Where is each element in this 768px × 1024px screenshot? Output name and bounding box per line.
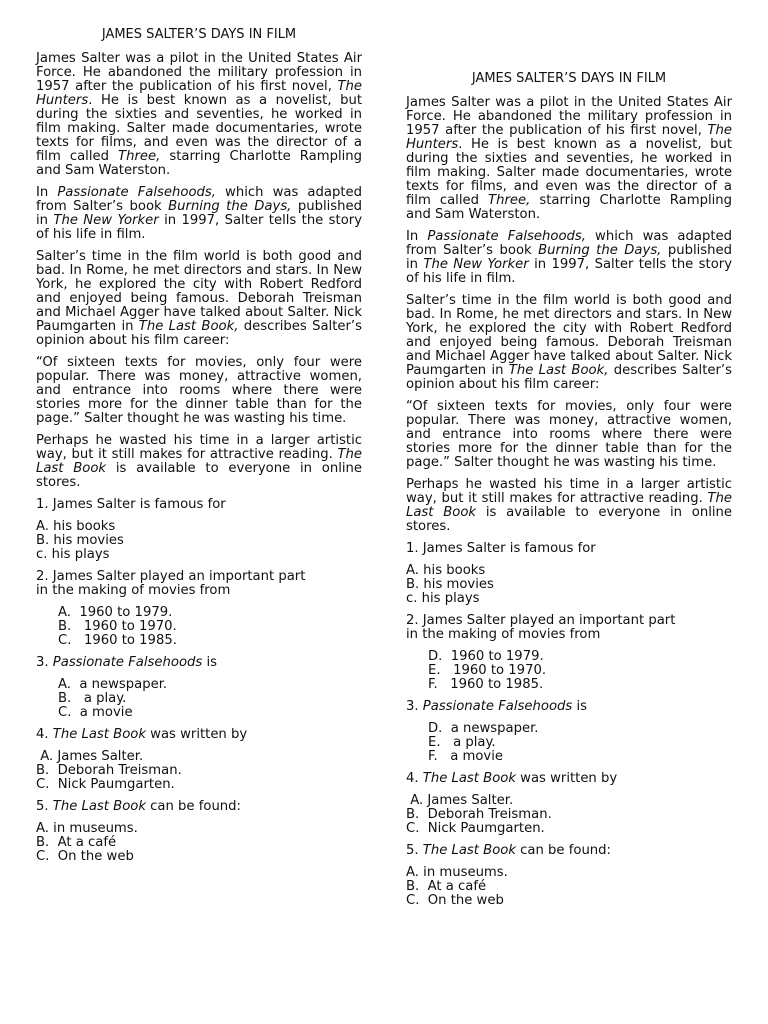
answer-option: D. a newspaper.: [428, 721, 539, 736]
answer-option: C. 1960 to 1985.: [58, 633, 177, 648]
article-paragraph: [406, 96, 732, 222]
answer-option: C. a movie: [58, 705, 133, 720]
article-paragraph: [406, 294, 732, 392]
text-run: 3.: [36, 655, 53, 670]
answer-options: [406, 564, 732, 606]
italic-title-text: The Hunters: [36, 79, 362, 108]
question-block: [36, 498, 362, 562]
article-paragraph: [406, 400, 732, 470]
italic-title-text: Passionate Falsehoods: [52, 655, 203, 670]
answer-option: B. Deborah Treisman.: [36, 763, 182, 778]
article-paragraph: [36, 356, 362, 426]
answer-options: [406, 794, 732, 836]
text-run: in 1997, Salter tells the story of his life in film.: [36, 213, 363, 242]
article-paragraph: [36, 52, 362, 178]
article-paragraph: [36, 434, 362, 490]
answer-option: A. 1960 to 1979.: [58, 605, 173, 620]
question-prompt: [406, 772, 732, 786]
article-paragraph: [36, 250, 362, 348]
answer-option: C. On the web: [406, 893, 504, 908]
question-block: [36, 570, 362, 648]
question-prompt: [36, 728, 362, 742]
answer-option: A. a newspaper.: [58, 677, 168, 692]
text-run: . He is best known as a novelist, but during the sixties and seventies, he worked in film making. Salter made documentaries, wrote texts for films, and even was the director of a film called: [36, 93, 362, 164]
answer-option: A. in museums.: [36, 821, 138, 836]
italic-title-text: The Last Book: [52, 799, 146, 814]
question-prompt: [406, 542, 732, 556]
text-run: is: [572, 699, 587, 714]
text-run: describes Salter’s opinion about his film career:: [406, 363, 732, 392]
text-run: which was adapted from Salter’s book: [406, 229, 732, 258]
italic-title-text: Three,: [118, 149, 161, 164]
italic-title-text: Three,: [488, 193, 531, 208]
answer-option: A. James Salter.: [36, 749, 144, 764]
text-run: published in: [36, 199, 362, 228]
text-run: 1. James Salter is famous for: [36, 497, 226, 512]
text-run: Perhaps he wasted his time in a larger artistic way, but it still makes for attractive reading.: [36, 433, 362, 462]
italic-title-text: The Hunters: [406, 123, 732, 152]
question-prompt: [36, 800, 362, 814]
article-paragraph: [406, 478, 732, 534]
text-run: which was adapted from Salter’s book: [36, 185, 362, 214]
question-block: [406, 614, 732, 692]
text-run: 5.: [406, 843, 423, 858]
question-block: [36, 656, 362, 720]
italic-title-text: Passionate Falsehoods,: [57, 185, 216, 200]
text-run: describes Salter’s opinion about his film career:: [36, 319, 362, 348]
article-paragraph: [406, 230, 732, 286]
answer-options: [36, 606, 362, 648]
text-run: Perhaps he wasted his time in a larger artistic way, but it still makes for attractive reading.: [406, 477, 732, 506]
text-run: can be found:: [145, 799, 241, 814]
answer-option: c. his plays: [406, 591, 480, 606]
text-run: In: [36, 185, 58, 200]
text-run: James Salter was a pilot in the United States Air Force. He abandoned the military profession in 1957 after the publication of his first novel,: [406, 95, 732, 138]
answer-option: B. At a café: [36, 835, 117, 850]
text-run: starring Charlotte Rampling and Sam Waterston.: [36, 149, 362, 178]
question-prompt: [36, 656, 362, 670]
text-run: 2. James Salter played an important part in the making of movies from: [36, 569, 306, 598]
text-run: can be found:: [515, 843, 611, 858]
answer-options: [36, 822, 362, 864]
text-run: Salter’s time in the film world is both good and bad. In Rome, he met directors and stars. In New York, he explored the city with Robert Redford and enjoyed being famous. Deborah Treisman and Michael Agger have talked about Salter. Nick Paumgarten in: [406, 293, 732, 378]
italic-title-text: Passionate Falsehoods,: [427, 229, 586, 244]
answer-option: E. a play.: [428, 735, 496, 750]
answer-option: B. his movies: [406, 577, 494, 592]
answer-option: B. a play.: [58, 691, 127, 706]
italic-title-text: The New Yorker: [53, 213, 159, 228]
answer-options: [36, 678, 362, 720]
questions-section: [36, 498, 362, 864]
answer-option: B. his movies: [36, 533, 124, 548]
article-body: [36, 52, 362, 490]
text-run: was written by: [145, 727, 248, 742]
answer-option: F. 1960 to 1985.: [428, 677, 544, 692]
answer-option: B. Deborah Treisman.: [406, 807, 552, 822]
italic-title-text: The Last Book: [422, 771, 516, 786]
article-paragraph: [36, 186, 362, 242]
italic-title-text: Burning the Days,: [538, 243, 662, 258]
text-run: was written by: [515, 771, 618, 786]
question-prompt: [36, 498, 362, 512]
answer-options: [406, 722, 732, 764]
answer-option: C. On the web: [36, 849, 134, 864]
text-run: “Of sixteen texts for movies, only four were popular. There was money, attractive women, and entrance into rooms where there were stories more for the dinner table than for the page.” Salter thought he was wasting his time.: [406, 399, 732, 470]
answer-option: C. Nick Paumgarten.: [406, 821, 545, 836]
questions-section: [406, 542, 732, 908]
question-block: [406, 772, 732, 836]
italic-title-text: Burning the Days,: [168, 199, 292, 214]
answer-options: [36, 750, 362, 792]
answer-option: c. his plays: [36, 547, 110, 562]
article-body: [406, 96, 732, 534]
document-title: JAMES SALTER’S DAYS IN FILM: [471, 71, 667, 86]
question-block: [36, 728, 362, 792]
text-run: is available to everyone in online stores.: [36, 461, 362, 490]
question-block: [36, 800, 362, 864]
text-run: 1. James Salter is famous for: [406, 541, 596, 556]
italic-title-text: The New Yorker: [423, 257, 529, 272]
text-run: In: [406, 229, 428, 244]
answer-option: E. 1960 to 1970.: [428, 663, 547, 678]
text-run: in 1997, Salter tells the story of his life in film.: [406, 257, 733, 286]
question-prompt: [36, 570, 362, 598]
text-run: 4.: [406, 771, 423, 786]
answer-option: B. 1960 to 1970.: [58, 619, 177, 634]
answer-option: F. a movie: [428, 749, 504, 764]
text-run: starring Charlotte Rampling and Sam Waterston.: [406, 193, 732, 222]
answer-option: A. in museums.: [406, 865, 508, 880]
italic-title-text: The Last Book: [52, 727, 146, 742]
worksheet-copy-right: [406, 72, 732, 916]
text-run: 4.: [36, 727, 53, 742]
text-run: James Salter was a pilot in the United States Air Force. He abandoned the military profession in 1957 after the publication of his first novel,: [36, 51, 362, 94]
italic-title-text: The Last Book,: [508, 363, 609, 378]
answer-option: A. his books: [36, 519, 116, 534]
answer-option: D. 1960 to 1979.: [428, 649, 544, 664]
question-block: [406, 542, 732, 606]
question-prompt: [406, 614, 732, 642]
answer-options: [36, 520, 362, 562]
answer-option: C. Nick Paumgarten.: [36, 777, 175, 792]
italic-title-text: The Last Book: [422, 843, 516, 858]
question-prompt: [406, 844, 732, 858]
text-run: “Of sixteen texts for movies, only four were popular. There was money, attractive women, and entrance into rooms where there were stories more for the dinner table than for the page.” Salter thought he was wasting his time.: [36, 355, 362, 426]
answer-option: A. James Salter.: [406, 793, 514, 808]
text-run: is available to everyone in online stores.: [406, 505, 732, 534]
question-block: [406, 844, 732, 908]
italic-title-text: The Last Book: [406, 491, 732, 520]
worksheet-copy-left: [36, 28, 362, 872]
question-prompt: [406, 700, 732, 714]
text-run: is: [202, 655, 217, 670]
italic-title-text: The Last Book: [36, 447, 362, 476]
text-run: Salter’s time in the film world is both good and bad. In Rome, he met directors and stars. In New York, he explored the city with Robert Redford and enjoyed being famous. Deborah Treisman and Michael Agger have talked about Salter. Nick Paumgarten in: [36, 249, 362, 334]
text-run: 5.: [36, 799, 53, 814]
answer-option: A. his books: [406, 563, 486, 578]
document-title: JAMES SALTER’S DAYS IN FILM: [101, 27, 297, 42]
text-run: . He is best known as a novelist, but during the sixties and seventies, he worked in film making. Salter made documentaries, wrote texts for films, and even was the director of a film called: [406, 137, 732, 208]
text-run: 3.: [406, 699, 423, 714]
italic-title-text: Passionate Falsehoods: [422, 699, 573, 714]
answer-option: B. At a café: [406, 879, 487, 894]
answer-options: [406, 650, 732, 692]
answer-options: [406, 866, 732, 908]
text-run: 2. James Salter played an important part in the making of movies from: [406, 613, 676, 642]
question-block: [406, 700, 732, 764]
italic-title-text: The Last Book,: [138, 319, 239, 334]
text-run: published in: [406, 243, 732, 272]
